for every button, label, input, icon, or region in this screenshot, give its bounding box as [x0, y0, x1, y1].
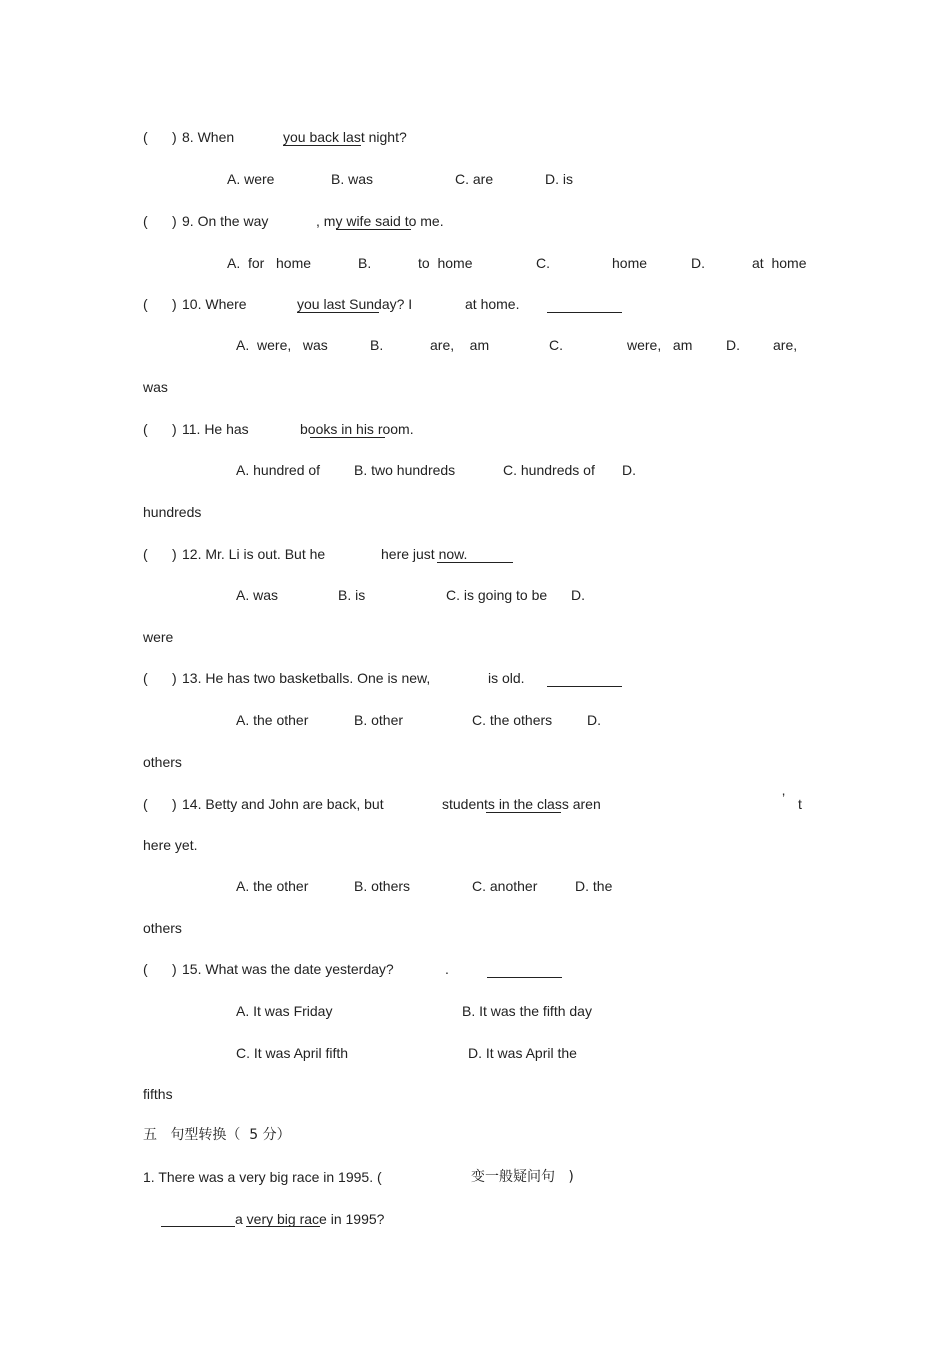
question-10-stem-mid: you last Sunday? I — [297, 296, 413, 312]
answer-blank[interactable] — [161, 1226, 235, 1227]
answer-paren-close: ) — [172, 670, 177, 686]
option-a: A. the other — [236, 878, 309, 894]
answer-paren-open: ( — [143, 961, 148, 977]
option-d-wrap: others — [143, 920, 182, 936]
blank-line — [486, 812, 561, 813]
option-c: C. another — [472, 878, 538, 894]
blank-line — [246, 1226, 320, 1227]
question-15-stem-end: . — [445, 961, 449, 977]
answer-paren-open: ( — [143, 421, 148, 437]
question-10-stem-end: at home. — [465, 296, 520, 312]
answer-paren-open: ( — [143, 296, 148, 312]
option-d-text: at home — [752, 255, 807, 271]
option-d: D. — [571, 587, 585, 603]
option-c-text: were, am — [627, 337, 693, 353]
option-b: B. — [358, 255, 372, 271]
section-heading: 五 句型转换（ 5 分） — [143, 1127, 291, 1143]
option-a: A. were — [227, 171, 275, 187]
option-c: C. is going to be — [446, 587, 548, 603]
option-c: C. are — [455, 171, 494, 187]
option-b: B. was — [331, 171, 374, 187]
answer-paren-close: ) — [172, 213, 177, 229]
answer-paren-open: ( — [143, 796, 148, 812]
option-c-text: home — [612, 255, 648, 271]
question-8-stem: 8. When — [182, 129, 235, 145]
answer-paren-close: ) — [172, 296, 177, 312]
option-a: A. It was Friday — [236, 1003, 333, 1019]
option-d: D. — [726, 337, 740, 353]
option-d: D. the — [575, 878, 613, 894]
sentence-1-answer: a very big race in 1995? — [235, 1211, 385, 1227]
option-d-wrap: fifths — [143, 1086, 173, 1102]
option-c: C. hundreds of — [503, 462, 595, 478]
blank-line — [487, 977, 562, 978]
option-a: A. was — [236, 587, 279, 603]
answer-paren-close: ) — [172, 796, 177, 812]
option-b: B. two hundreds — [354, 462, 456, 478]
option-d: D. — [587, 712, 601, 728]
sentence-1-instruction: 变一般疑问句 ) — [471, 1169, 574, 1185]
option-d: D. — [691, 255, 705, 271]
answer-paren-open: ( — [143, 670, 148, 686]
answer-paren-close: ) — [172, 546, 177, 562]
blank-line — [336, 229, 411, 230]
option-a: A. for home — [227, 255, 312, 271]
option-a: A. were, was — [236, 337, 328, 353]
question-12-stem-rest: here just now. — [381, 546, 468, 562]
option-d-wrap: was — [143, 379, 168, 395]
option-d: D. — [622, 462, 636, 478]
question-8-stem-rest: you back last night? — [283, 129, 407, 145]
question-13-stem-rest: is old. — [488, 670, 525, 686]
blank-line — [547, 312, 622, 313]
blank-line — [283, 145, 361, 146]
question-15-stem: 15. What was the date yesterday? — [182, 961, 394, 977]
question-14-stem-rest: students in the class aren — [442, 796, 601, 812]
question-14-stem-t: t — [798, 796, 802, 812]
apostrophe: ’ — [782, 790, 786, 806]
option-d-wrap: were — [143, 629, 174, 645]
answer-paren-open: ( — [143, 546, 148, 562]
question-13-stem: 13. He has two basketballs. One is new, — [182, 670, 431, 686]
option-c: C. — [536, 255, 550, 271]
option-a: A. hundred of — [236, 462, 321, 478]
option-d-text: are, — [773, 337, 798, 353]
option-b: B. It was the fifth day — [462, 1003, 592, 1019]
question-14-stem-wrap: here yet. — [143, 837, 198, 853]
option-b-text: to home — [418, 255, 473, 271]
question-12-stem: 12. Mr. Li is out. But he — [182, 546, 326, 562]
answer-paren-close: ) — [172, 421, 177, 437]
answer-paren-open: ( — [143, 129, 148, 145]
question-9-stem-rest: , my wife said to me. — [316, 213, 444, 229]
answer-paren-close: ) — [172, 961, 177, 977]
option-a: A. the other — [236, 712, 309, 728]
option-b-text: are, am — [430, 337, 490, 353]
option-b: B. others — [354, 878, 411, 894]
question-10-stem: 10. Where — [182, 296, 247, 312]
answer-paren-close: ) — [172, 129, 177, 145]
option-c: C. the others — [472, 712, 553, 728]
blank-line — [297, 312, 379, 313]
blank-line — [547, 686, 622, 687]
answer-paren-open: ( — [143, 213, 148, 229]
option-d-wrap: others — [143, 754, 182, 770]
option-d: D. is — [545, 171, 573, 187]
option-c: C. It was April fifth — [236, 1045, 349, 1061]
question-11-stem: 11. He has — [182, 421, 249, 437]
option-c: C. — [549, 337, 563, 353]
option-d-wrap: hundreds — [143, 504, 202, 520]
question-9-stem: 9. On the way — [182, 213, 269, 229]
sentence-1: 1. There was a very big race in 1995. ( — [143, 1169, 382, 1185]
option-b: B. is — [338, 587, 366, 603]
blank-line — [310, 437, 385, 438]
option-d: D. It was April the — [468, 1045, 577, 1061]
option-b: B. other — [354, 712, 404, 728]
blank-line — [437, 562, 513, 563]
question-11-stem-rest: books in his room. — [300, 421, 414, 437]
option-b: B. — [370, 337, 384, 353]
question-14-stem: 14. Betty and John are back, but — [182, 796, 384, 812]
